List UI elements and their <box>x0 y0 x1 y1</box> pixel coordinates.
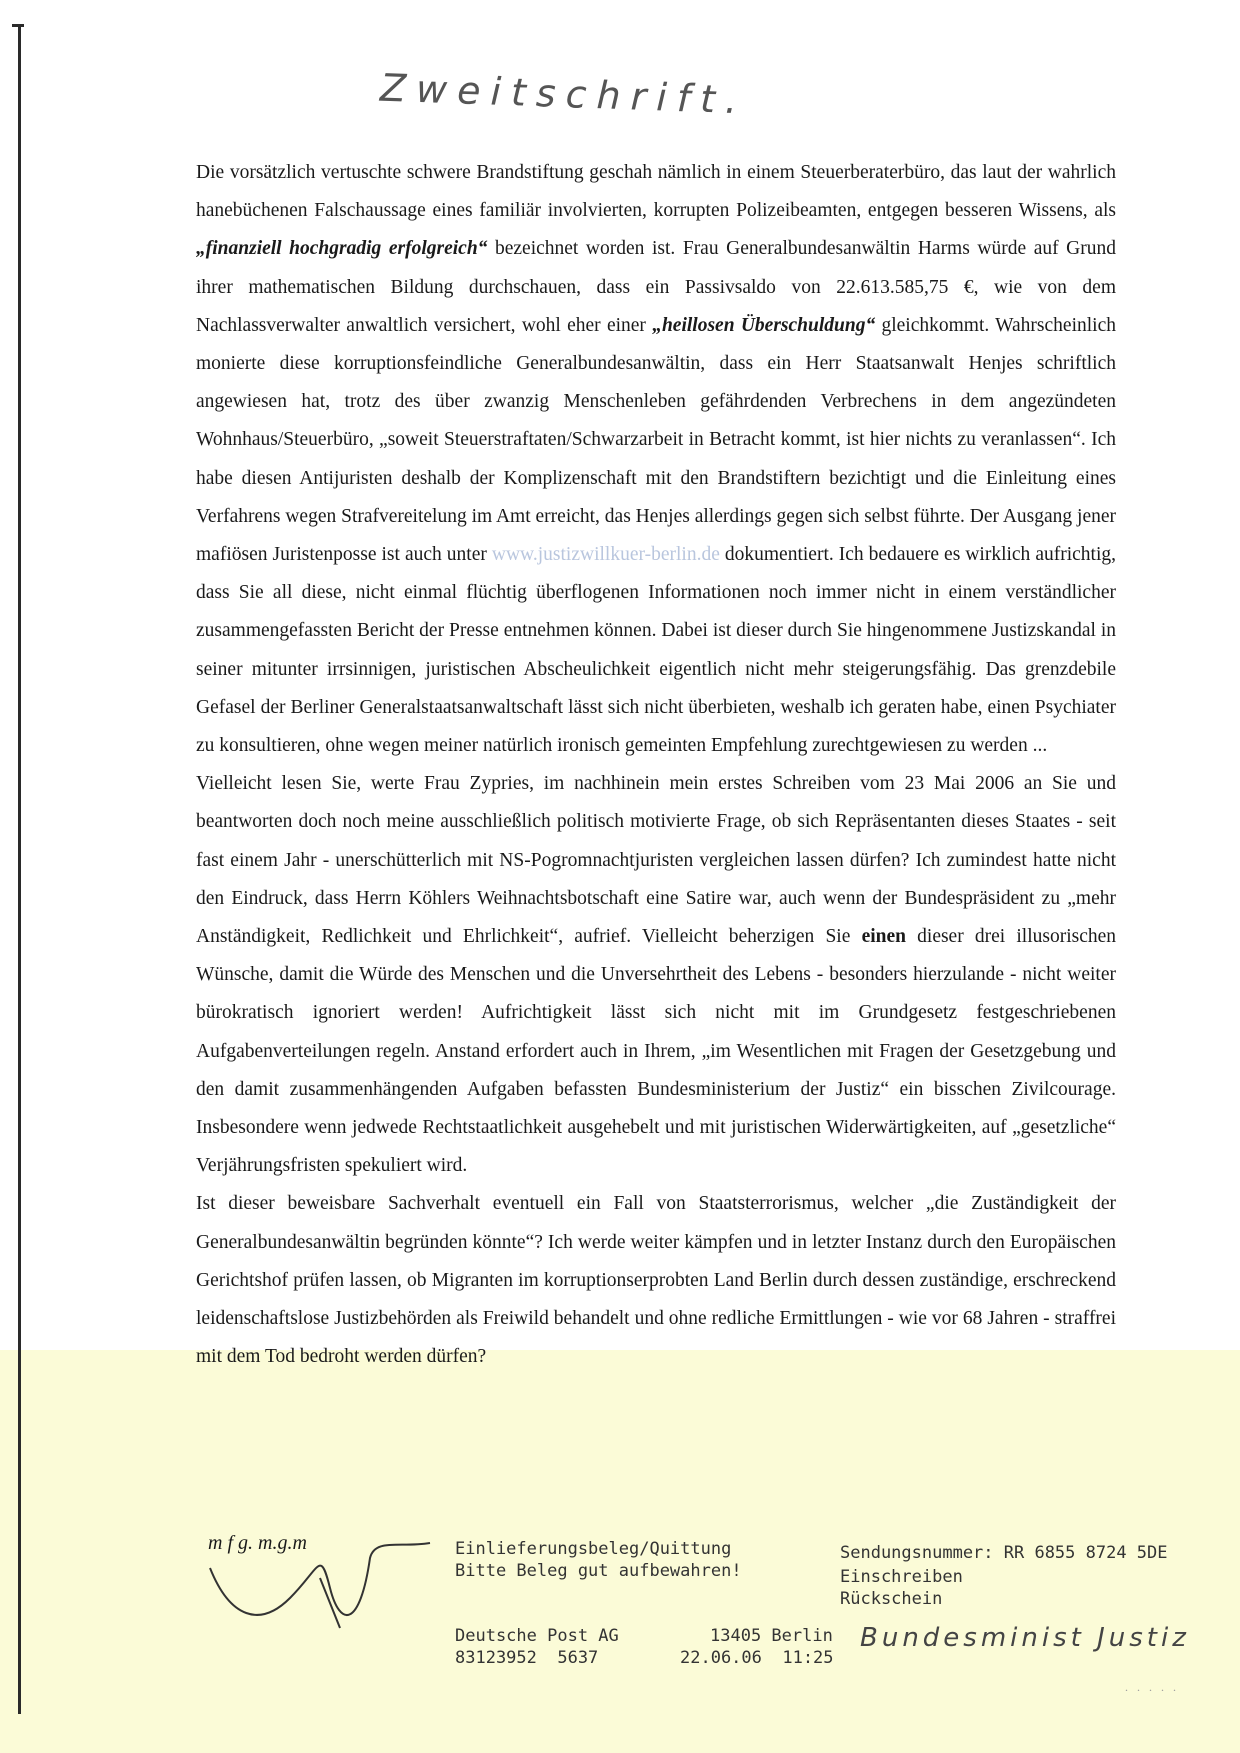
text-segment: bezeichnet worden ist. Frau Generalbundesanwältin Harms würde auf Grund ihrer mathematischen Bildung durchschauen, dass ein Passivsaldo von 22.613.585,75 €, wie von dem Nachlassverwalter anwaltlich versichert, wohl eher einer <box>196 238 1116 336</box>
text-segment: Die vorsätzlich vertuschte schwere Brandstiftung geschah nämlich in einem Steuerberaterbüro, das laut der wahrlich hanebüchenen Falschaussage eines familiär involvierten, korrupten Polizeibeamten, entgegen besseren Wissens, als <box>196 162 1116 222</box>
paragraph <box>196 154 1116 765</box>
scan-dots: . . . . . <box>1125 1680 1179 1694</box>
emphasis-phrase: „heillosen Überschuldung“ <box>652 314 876 336</box>
handwritten-note: Zweitschrift. <box>379 65 748 123</box>
text-segment: Vielleicht lesen Sie, werte Frau Zypries, im nachhinein mein erstes Schreiben vom 23 Mai 2006 an Sie und beantworten doch noch meine ausschließlich politisch motivierte Frage, ob sich Repräsentanten dieses Staates - seit fast einem Jahr - unerschütterlich mit NS-Pogromnachtjuristen vergleichen lassen dürfen? Ich zumindest hatte nicht den Eindruck, dass Herrn Köhlers Weihnachtsbotschaft eine Satire war, auch wenn der Bundespräsident zu „mehr Anständigkeit, Redlichkeit und Ehrlichkeit“, aufrief. Vielleicht beherzigen Sie <box>196 773 1116 948</box>
receipt-location: 13405 Berlin <box>710 1626 833 1646</box>
signature: m f g. m.g.m <box>208 1532 307 1554</box>
text-segment: gleichkommt. Wahrscheinlich monierte diese korruptionsfeindliche Generalbundesanwältin, dass ein Herr Staatsanwalt Henjes schriftlich angewiesen hat, trotz des über zwanzig Menschenleben gefährdenden Verbrechens in dem angezündeten Wohnhaus/Steuerbüro, „soweit Steuerstraftaten/Schwarzarbeit in Betracht kommt, ist hier nichts zu veranlassen“. Ich habe diesen Antijuristen deshalb der Komplizenschaft mit den Brandstiftern bezichtigt und die Einleitung eines Verfahrens wegen Strafvereitelung im Amt erreicht, das Henjes allerdings gegen sich selbst führte. Der Ausgang jener mafiösen Juristenposse ist auch unter <box>196 314 1116 566</box>
receipt-tracking: Sendungsnummer: RR 6855 8724 5DE <box>840 1543 1168 1563</box>
receipt-type-registered: Einschreiben <box>840 1567 963 1587</box>
receipt-title: Einlieferungsbeleg/Quittung <box>455 1539 732 1559</box>
left-margin-rule <box>18 24 21 1714</box>
emphasis-phrase: „finanziell hochgradig erfolgreich“ <box>196 238 488 260</box>
handwritten-recipient: Bundesminist Justiz <box>860 1623 1190 1653</box>
paragraph <box>196 765 1116 1185</box>
text-segment: dokumentiert. Ich bedauere es wirklich aufrichtig, dass Sie all diese, nicht einmal flüchtig überflogenen Informationen noch immer nicht in einem verständlicher zusammengefassten Bericht der Presse entnehmen können. Dabei ist dieser durch Sie hingenommene Justizskandal in seiner mitunter irrsinnigen, juristischen Abscheulichkeit eigentlich nicht mehr steigerungsfähig. Das grenzdebile Gefasel der Berliner Generalstaatsanwaltschaft lässt sich nicht überbieten, weshalb ich geraten habe, einen Psychiater zu konsultieren, ohne wegen meiner natürlich ironisch gemeinten Empfehlung zurechtgewiesen zu werden ... <box>196 544 1117 757</box>
paragraph <box>196 1185 1116 1376</box>
receipt-type-return: Rückschein <box>840 1589 943 1609</box>
text-segment: dieser drei illusorischen Wünsche, damit die Würde des Menschen und die Unversehrtheit des Lebens - besonders hierzulande - nicht weiter bürokratisch ignoriert werden! Aufrichtigkeit lässt sich nicht mit im Grundgesetz festgeschriebenen Aufgabenverteilungen regeln. Anstand erfordert auch in Ihrem, „im Wesentlichen mit Fragen der Gesetzgebung und den damit zusammenhängenden Aufgaben befassten Bundesministerium der Justiz“ ein bisschen Zivilcourage. Insbesondere wenn jedwede Rechtstaatlichkeit ausgehebelt und mit juristischen Widerwärtigkeiten, auf „gesetzliche“ Verjährungsfristen spekuliert wird. <box>196 926 1117 1177</box>
receipt-company: Deutsche Post AG <box>455 1626 619 1646</box>
receipt-number: 83123952 5637 <box>455 1648 599 1668</box>
receipt-datetime: 22.06.06 11:25 <box>680 1648 834 1668</box>
website-link[interactable]: www.justizwillkuer-berlin.de <box>491 544 720 566</box>
left-margin-tick <box>12 24 24 27</box>
letter-body <box>196 154 1116 1377</box>
text-segment: Ist dieser beweisbare Sachverhalt eventuell ein Fall von Staatsterrorismus, welcher „die Zuständigkeit der Generalbundesanwältin begründen könnte“? Ich werde weiter kämpfen und in letzter Instanz durch den Europäischen Gerichtshof prüfen lassen, ob Migranten im korruptionserprobten Land Berlin durch dessen zuständige, erschreckend leidenschaftslose Justizbehörden als Freiwild behandelt und ohne redliche Ermittlungen - wie vor 68 Jahren - straffrei mit dem Tod bedroht werden dürfen? <box>196 1193 1116 1368</box>
receipt-note: Bitte Beleg gut aufbewahren! <box>455 1561 742 1581</box>
bold-word: einen <box>861 926 906 948</box>
